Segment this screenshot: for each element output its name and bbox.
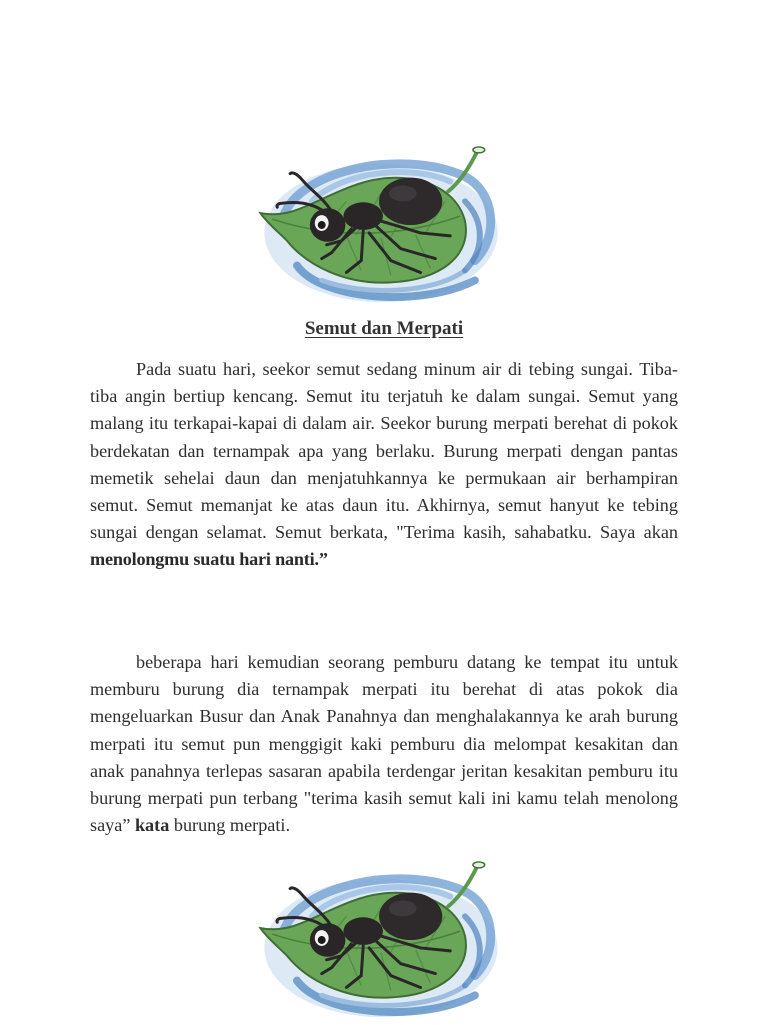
paragraph-1-text: Pada suatu hari, seekor semut sedang minum air di tebing sungai. Tiba-tiba angin bertiup kencang. Semut itu terjatuh ke dalam sungai. Semut yang malang itu terkapai-kapai di dalam air. Seekor burung merpati berehat di pokok berdekatan dan ternampak apa yang berlaku. Burung merpati dengan pantas memetik sehelai daun dan menjatuhkannya ke permukaan air berhampiran semut. Semut memanjat ke atas daun itu. Akhirnya, semut hanyut ke tebing sungai dengan selamat. Semut berkata, "Terima kasih, sahabatku. Saya akan — [90, 359, 678, 543]
ant-on-leaf-illustration-top — [252, 142, 510, 310]
paragraph-1-closing-quote: menolongmu suatu hari nanti.” — [90, 549, 328, 570]
ant-on-leaf-image — [252, 857, 510, 1025]
ant-on-leaf-illustration-bottom — [252, 857, 510, 1025]
ant-on-leaf-image — [252, 142, 510, 310]
paragraph-2-tail: burung merpati. — [173, 815, 291, 836]
story-paragraph-2 — [90, 649, 678, 839]
story-paragraph-1 — [90, 356, 678, 574]
paragraph-2-text: beberapa hari kemudian seorang pemburu datang ke tempat itu untuk memburu burung dia ternampak merpati itu berehat di atas pokok dia mengeluarkan Busur dan Anak Panahnya dan menghalakannya ke arah burung merpati itu semut pun menggigit kaki pemburu dia melompat kesakitan dan anak panahnya terlepas sasaran apabila terdengar jeritan kesakitan pemburu itu burung merpati pun terbang "terima kasih semut kali ini kamu telah menolong saya” — [90, 652, 678, 836]
paragraph-2-bold-word: kata — [134, 815, 170, 836]
story-title: Semut dan Merpati — [304, 318, 464, 339]
